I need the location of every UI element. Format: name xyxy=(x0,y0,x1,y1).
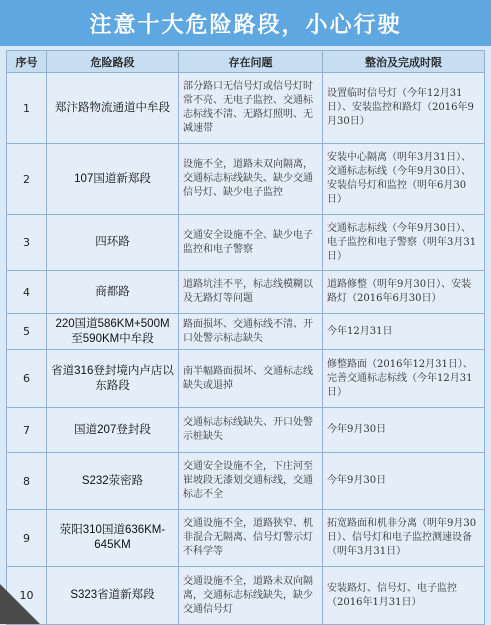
row-seq: 2 xyxy=(7,144,47,215)
row-issue: 交通安全设施不全，下庄河至崔坡段无漆划交通标线，交通标志不全 xyxy=(179,453,323,510)
row-plan: 安装路灯、信号灯、电子监控（2016年1月31日） xyxy=(323,567,485,625)
header-plan: 整治及完成时限 xyxy=(323,51,485,73)
row-plan: 设置临时信号灯（今年12月31日）、安装监控和路灯（2016年9月30日） xyxy=(323,73,485,144)
row-road: S323省道新郑段 xyxy=(47,567,179,625)
table-row xyxy=(7,314,485,350)
row-road: S232荥密路 xyxy=(47,453,179,510)
row-road: 107国道新郑段 xyxy=(47,144,179,215)
header-issue: 存在问题 xyxy=(179,51,323,73)
row-plan: 今年12月31日 xyxy=(323,314,485,350)
row-seq: 9 xyxy=(7,510,47,567)
row-issue: 交通设施不全，道路狭窄、机非混合无隔离、信号灯警示灯不科学等 xyxy=(179,510,323,567)
row-plan: 道路修整（明年9月30日）、安装路灯（2016年6月30日） xyxy=(323,271,485,314)
table-row xyxy=(7,453,485,510)
header-seq: 序号 xyxy=(7,51,47,73)
row-road: 商都路 xyxy=(47,271,179,314)
page-title: 注意十大危险路段，小心行驶 xyxy=(89,12,402,38)
row-seq: 8 xyxy=(7,453,47,510)
header-road: 危险路段 xyxy=(47,51,179,73)
table-row xyxy=(7,73,485,144)
table-row xyxy=(7,567,485,625)
row-plan: 安装中心隔离（明年3月31日）、交通标志标线（今年9月30日）、安装信号灯和监控（明年6月30日） xyxy=(323,144,485,215)
row-plan: 今年9月30日 xyxy=(323,408,485,453)
row-seq: 1 xyxy=(7,73,47,144)
row-plan: 拓宽路面和机非分离（明年9月30日）、信号灯和电子监控测速设备（明年3月31日） xyxy=(323,510,485,567)
table-row xyxy=(7,408,485,453)
row-seq: 4 xyxy=(7,271,47,314)
row-plan: 今年9月30日 xyxy=(323,453,485,510)
row-issue: 交通设施不全，道路未双向隔离，交通标志标线缺失，缺少交通信号灯 xyxy=(179,567,323,625)
row-issue: 路面损坏、交通标线不清、开口处警示标志缺失 xyxy=(179,314,323,350)
row-seq: 6 xyxy=(7,350,47,408)
table-row xyxy=(7,271,485,314)
row-road: 四环路 xyxy=(47,215,179,271)
table-container xyxy=(6,50,484,625)
row-plan: 修整路面（2016年12月31日）、完善交通标志标线（今年12月31日） xyxy=(323,350,485,408)
table-header-row xyxy=(7,51,485,73)
row-issue: 道路坑洼不平，标志线模糊以及无路灯等问题 xyxy=(179,271,323,314)
table-row xyxy=(7,215,485,271)
row-issue: 交通标志标线缺失、开口处警示桩缺失 xyxy=(179,408,323,453)
row-seq: 5 xyxy=(7,314,47,350)
danger-roads-table xyxy=(6,50,485,625)
table-row xyxy=(7,350,485,408)
row-issue: 设施不全，道路未双向隔离，交通标志标线缺失、缺少交通信号灯、缺少电子监控 xyxy=(179,144,323,215)
row-plan: 交通标志标线（今年9月30日）、电子监控和电子警察（明年3月31日） xyxy=(323,215,485,271)
row-road: 省道316登封境内卢店以东路段 xyxy=(47,350,179,408)
table-row xyxy=(7,510,485,567)
row-seq: 10 xyxy=(7,567,47,625)
row-issue: 南半幅路面损坏、交通标志线缺失或退掉 xyxy=(179,350,323,408)
row-seq: 3 xyxy=(7,215,47,271)
table-row xyxy=(7,144,485,215)
row-road: 荥阳310国道636KM-645KM xyxy=(47,510,179,567)
title-banner xyxy=(0,0,491,46)
row-road: 国道207登封段 xyxy=(47,408,179,453)
row-road: 郑汴路物流通道中牟段 xyxy=(47,73,179,144)
row-issue: 部分路口无信号灯或信号灯时常不亮、无电子监控、交通标志标线不清、无路灯照明、无减速带 xyxy=(179,73,323,144)
row-issue: 交通安全设施不全、缺少电子监控和电子警察 xyxy=(179,215,323,271)
row-road: 220国道586KM+500M至590KM中牟段 xyxy=(47,314,179,350)
row-seq: 7 xyxy=(7,408,47,453)
